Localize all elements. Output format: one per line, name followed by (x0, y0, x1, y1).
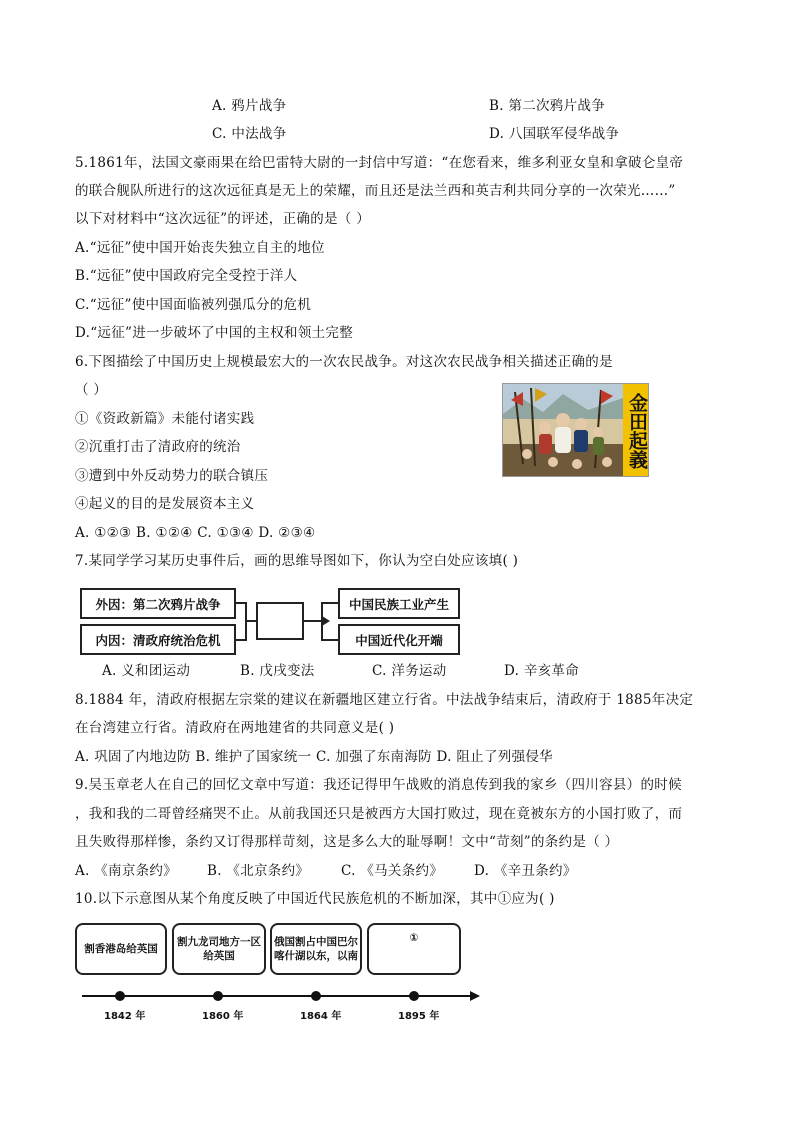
timeline-year-1864: 1864 年 (300, 1011, 342, 1022)
q6-stem-line2: （ ） (75, 382, 108, 398)
timeline-box-blank: ① (367, 923, 461, 975)
timeline-box-1842: 割香港岛给英国 (75, 923, 167, 975)
timeline-box-1864: 俄国割占中国巴尔喀什湖以东，以南 (270, 923, 362, 975)
q4-option-d: D. 八国联军侵华战争 (489, 126, 620, 142)
timeline-dot-1895 (409, 991, 419, 1001)
q4-option-a: A. 鸦片战争 (212, 98, 287, 114)
image-caption: 金田起義 (626, 393, 648, 469)
q7-option-c: C. 洋务运动 (372, 663, 447, 679)
q6-options: A. ①②③ B. ①②④ C. ①③④ D. ②③④ (75, 525, 316, 541)
timeline-year-1895: 1895 年 (398, 1011, 440, 1022)
q5-option-a: A.“远征”使中国开始丧失独立自主的地位 (75, 240, 325, 256)
q6-stem-line1: 6.下图描绘了中国历史上规模最宏大的一次农民战争。对这次农民战争相关描述正确的是 (75, 354, 613, 370)
timeline-dot-1860 (213, 991, 223, 1001)
q5-stem-line1: 5.1861年，法国文豪雨果在给巴雷特大尉的一封信中写道：“在您看来，维多利亚女皇和拿破仑皇帝 (75, 155, 684, 171)
mindmap-internal-cause: 内因：清政府统治危机 (80, 624, 236, 655)
timeline-year-1842: 1842 年 (104, 1011, 146, 1022)
q8-stem-line1: 8.1884 年，清政府根据左宗棠的建议在新疆地区建立行省。中法战争结束后，清政府于 1885年决定 (75, 692, 694, 708)
q9-option-b: B. 《北京条约》 (207, 863, 310, 879)
timeline-dot-1842 (115, 991, 125, 1001)
q5-option-b: B.“远征”使中国政府完全受控于洋人 (75, 268, 298, 284)
mindmap-result-2: 中国近代化开端 (338, 624, 460, 655)
timeline-box-1860: 割九龙司地方一区给英国 (172, 923, 266, 975)
q8-stem-line2: 在台湾建立行省。清政府在两地建省的共同意义是( ) (75, 720, 395, 736)
q4-option-b: B. 第二次鸦片战争 (489, 98, 606, 114)
q9-stem-line2: ，我和我的二哥曾经痛哭不止。从前我国还只是被西方大国打败过，现在竟被东方的小国打败了，而 (75, 806, 683, 822)
q5-stem-line2: 的联合舰队所进行的这次远征真是无上的荣耀，而且还是法兰西和英吉利共同分享的一次荣光……” (75, 183, 676, 199)
q9-option-d: D. 《辛丑条约》 (474, 863, 577, 879)
q7-stem: 7.某同学学习某历史事件后，画的思维导图如下，你认为空白处应该填( ) (75, 553, 519, 569)
q6-statement-3: ③遭到中外反动势力的联合镇压 (75, 468, 269, 484)
q9-stem-line1: 9.吴玉章老人在自己的回忆文章中写道：我还记得甲午战败的消息传到我的家乡（四川容县）的时候 (75, 777, 682, 793)
q5-stem-line3: 以下对材料中“这次远征”的评述，正确的是（ ） (75, 211, 370, 227)
q7-option-b: B. 戊戌变法 (240, 663, 315, 679)
mindmap-result-1: 中国民族工业产生 (338, 588, 460, 619)
q10-stem: 10.以下示意图从某个角度反映了中国近代民族危机的不断加深，其中①应为( ) (75, 891, 555, 907)
timeline-year-1860: 1860 年 (202, 1011, 244, 1022)
q7-option-a: A. 义和团运动 (102, 663, 191, 679)
timeline-dot-1864 (311, 991, 321, 1001)
q7-option-d: D. 辛亥革命 (504, 663, 580, 679)
mindmap-external-cause: 外因：第二次鸦片战争 (80, 588, 236, 619)
q6-statement-1: ①《资政新篇》未能付诸实践 (75, 411, 255, 427)
q9-stem-line3: 且失败得那样惨，条约又订得那样苛刻，这是多么大的耻辱啊！文中“苛刻”的条约是（ ） (75, 834, 619, 850)
q5-option-d: D.“远征”进一步破坏了中国的主权和领土完整 (75, 325, 354, 341)
q6-statement-2: ②沉重打击了清政府的统治 (75, 439, 241, 455)
q9-option-c: C. 《马关条约》 (341, 863, 444, 879)
q5-option-c: C.“远征”使中国面临被列强瓜分的危机 (75, 297, 312, 313)
q4-option-c: C. 中法战争 (212, 126, 287, 142)
q9-option-a: A. 《南京条约》 (75, 863, 178, 879)
q8-options: A. 巩固了内地边防 B. 维护了国家统一 C. 加强了东南海防 D. 阻止了列强侵华 (75, 749, 553, 765)
q6-statement-4: ④起义的目的是发展资本主义 (75, 496, 255, 512)
